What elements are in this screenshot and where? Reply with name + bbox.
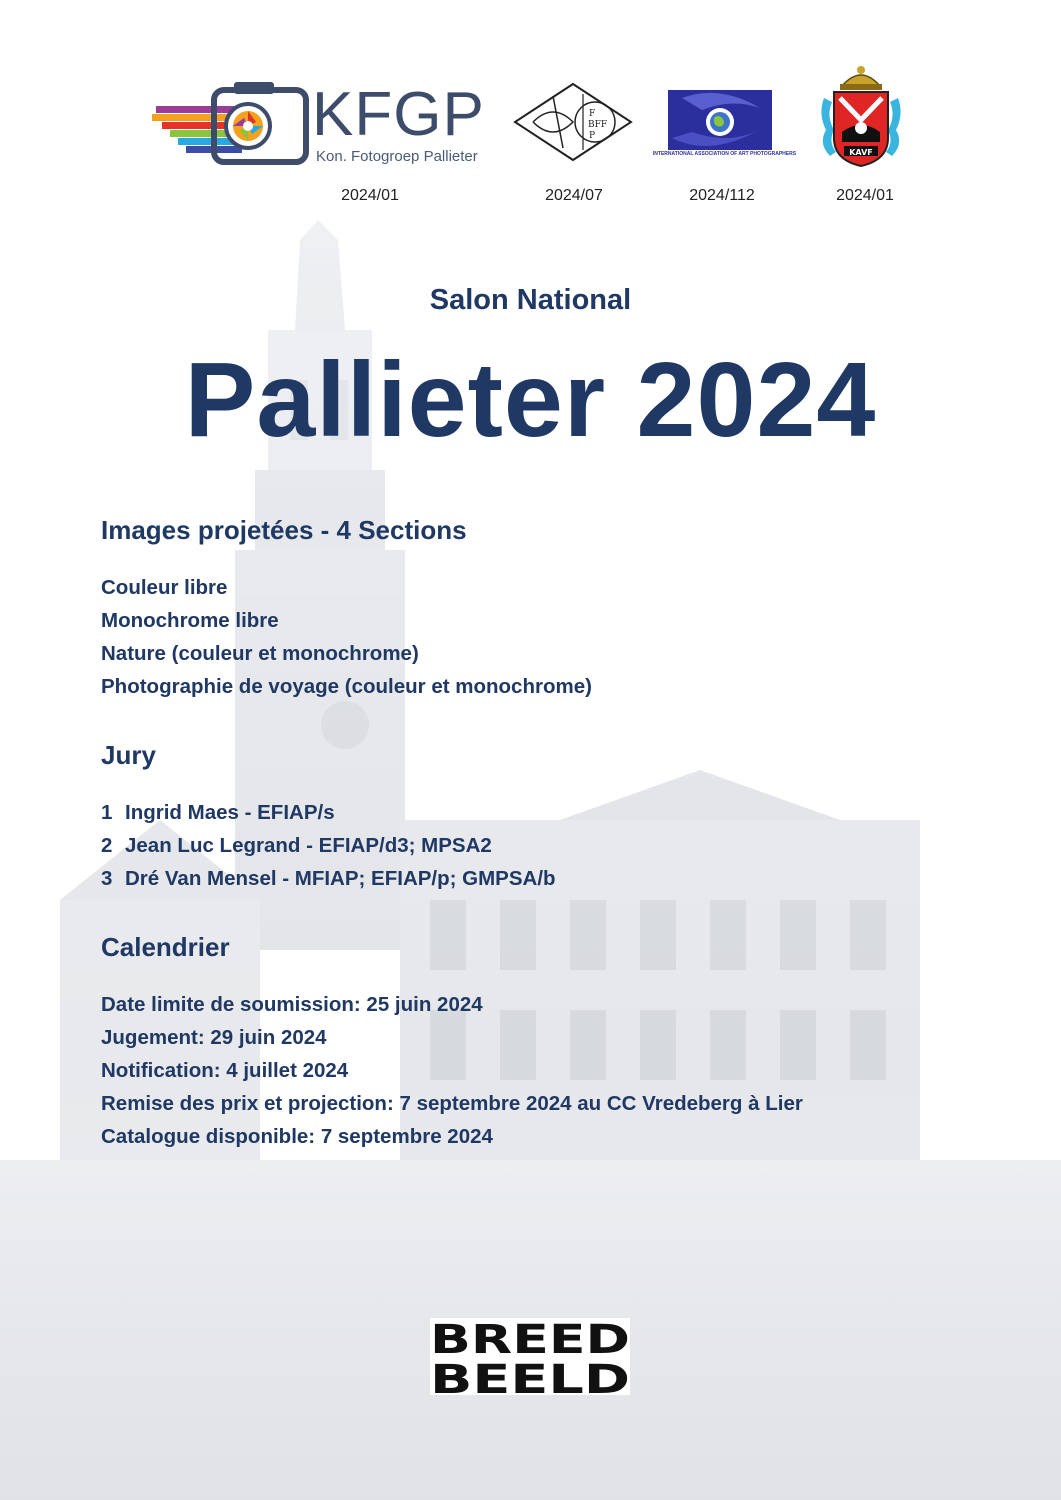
- iaap-caption: INTERNATIONAL ASSOCIATION OF ART PHOTOGRAPHERS: [652, 151, 797, 157]
- bredbeeld-wordmark-icon: [430, 1318, 630, 1395]
- camera-aperture-icon: [152, 78, 312, 170]
- fiap-logo: [513, 82, 633, 162]
- svg-text:KAVF: KAVF: [849, 148, 873, 157]
- jury-name: Jean Luc Legrand - EFIAP/d3; MPSA2: [125, 834, 492, 857]
- kfgp-logo: [152, 78, 500, 170]
- calendar-item: Notification: 4 juillet 2024: [101, 1059, 349, 1082]
- sections-heading: Images projetées - 4 Sections: [101, 515, 467, 545]
- calendar-item: Remise des prix et projection: 7 septembre 2024 au CC Vredeberg à Lier: [101, 1092, 803, 1115]
- jury-member: [101, 796, 556, 829]
- jury-number: 2: [101, 834, 113, 857]
- jury-member: [101, 862, 556, 895]
- svg-text:P: P: [589, 131, 596, 141]
- sections-list: [101, 571, 592, 703]
- bredbeeld-logo: [430, 1318, 630, 1395]
- patronage-number: 2024/112: [689, 187, 755, 204]
- svg-text:BEELD: BEELD: [430, 1357, 630, 1395]
- patronage-number: 2024/01: [836, 187, 894, 204]
- calendar-heading: Calendrier: [101, 932, 230, 962]
- list-item: Photographie de voyage (couleur et monochrome): [101, 675, 592, 698]
- jury-list: [101, 796, 556, 895]
- salon-title: Pallieter 2024: [184, 341, 877, 459]
- fiap-emblem-icon: [513, 82, 633, 162]
- calendar-item: Catalogue disponible: 7 septembre 2024: [101, 1125, 493, 1148]
- jury-member: [101, 829, 556, 862]
- jury-number: 1: [101, 801, 113, 824]
- kfgp-wordmark: KFGP: [312, 80, 485, 149]
- jury-name: Ingrid Maes - EFIAP/s: [125, 801, 335, 824]
- kavf-logo: [816, 64, 906, 170]
- list-item: Couleur libre: [101, 576, 228, 599]
- patronage-number: 2024/01: [341, 187, 399, 204]
- patronage-number: 2024/07: [545, 187, 603, 204]
- list-item: Nature (couleur et monochrome): [101, 642, 419, 665]
- svg-text:BFF: BFF: [588, 120, 608, 130]
- calendar-item: Jugement: 29 juin 2024: [101, 1026, 327, 1049]
- jury-heading: Jury: [101, 740, 156, 770]
- svg-text:F: F: [589, 109, 596, 119]
- calendar-item: Date limite de soumission: 25 juin 2024: [101, 993, 483, 1016]
- svg-text:BREED: BREED: [430, 1318, 630, 1363]
- iaap-logo: [652, 88, 797, 166]
- kavf-crest-icon: [816, 64, 906, 170]
- jury-name: Dré Van Mensel - MFIAP; EFIAP/p; GMPSA/b: [125, 867, 556, 890]
- jury-number: 3: [101, 867, 113, 890]
- kfgp-subtitle: Kon. Fotogroep Pallieter: [316, 148, 478, 165]
- list-item: Monochrome libre: [101, 609, 279, 632]
- calendar-list: [101, 988, 803, 1153]
- salon-subtitle: Salon National: [429, 284, 632, 316]
